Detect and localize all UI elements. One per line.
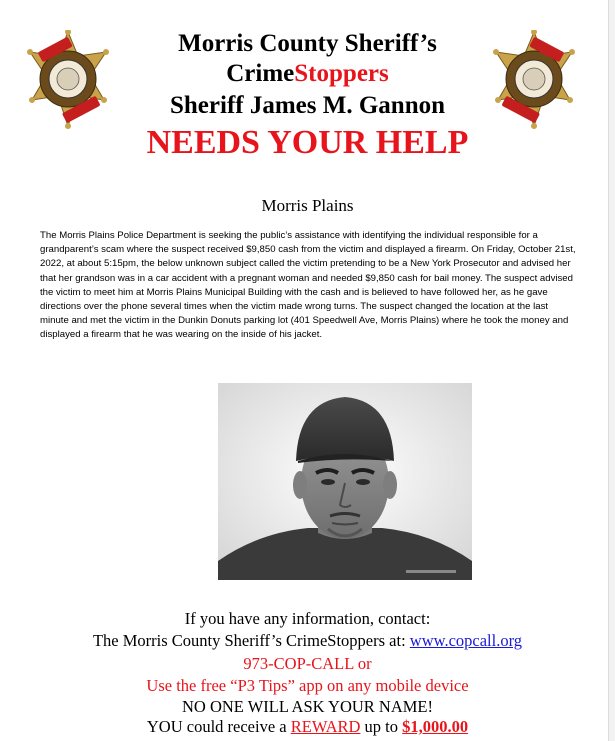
footer-contact-intro: If you have any information, contact: <box>184 609 431 628</box>
reward-amount: $1,000.00 <box>402 717 469 736</box>
copcall-link[interactable]: www.copcall.org <box>409 631 523 650</box>
reward-word: REWARD <box>290 717 361 736</box>
header-sheriff-office: Morris County Sheriff’s <box>178 30 437 57</box>
suspect-composite-sketch <box>218 383 472 580</box>
header-crimestoppers <box>0 60 615 88</box>
location-title: Morris Plains <box>261 196 354 215</box>
footer-contact-line <box>0 631 615 651</box>
footer-p3-tips: Use the free “P3 Tips” app on any mobile device <box>146 676 469 695</box>
header-needs-your-help: NEEDS YOUR HELP <box>146 124 469 161</box>
footer-reward-prefix: YOU could receive a <box>146 717 291 736</box>
case-description: The Morris Plains Police Department is seeking the public’s assistance with identifying the individual responsible for a grandparent’s scam where the suspect received $9,850 cash from the victim and displayed a firearm. On Friday, October 21st, 2022, at about 5:15pm, the below unknown subject called the victim pretending to be a New York Prosecutor and advised her that her grandson was in a car accident with a pregnant woman and needed $9,850 cash for bail money. The suspect advised the victim to meet him at Morris Plains Municipal Building with the cash and is believed to have followed her, as he gave directions over the phone several times when the victim made wrong turns. The suspect changed the location at the last minute and met the victim in the Dunkin Donuts parking lot (401 Speedwell Ave, Morris Plains) where he took the money and displayed a firearm that he was wearing on the inside of his jacket. <box>40 230 576 341</box>
header-stop: Stoppers <box>294 60 389 87</box>
footer-reward-mid: up to <box>360 717 403 736</box>
header-crime: Crime <box>226 60 295 87</box>
header-sheriff-name: Sheriff James M. Gannon <box>170 92 445 119</box>
footer-reward-line <box>0 717 615 737</box>
footer-phone: 973-COP-CALL or <box>243 654 372 673</box>
footer-contact-prefix: The Morris County Sheriff’s CrimeStoppers at: <box>92 631 410 650</box>
footer-anonymous: NO ONE WILL ASK YOUR NAME! <box>182 697 433 716</box>
